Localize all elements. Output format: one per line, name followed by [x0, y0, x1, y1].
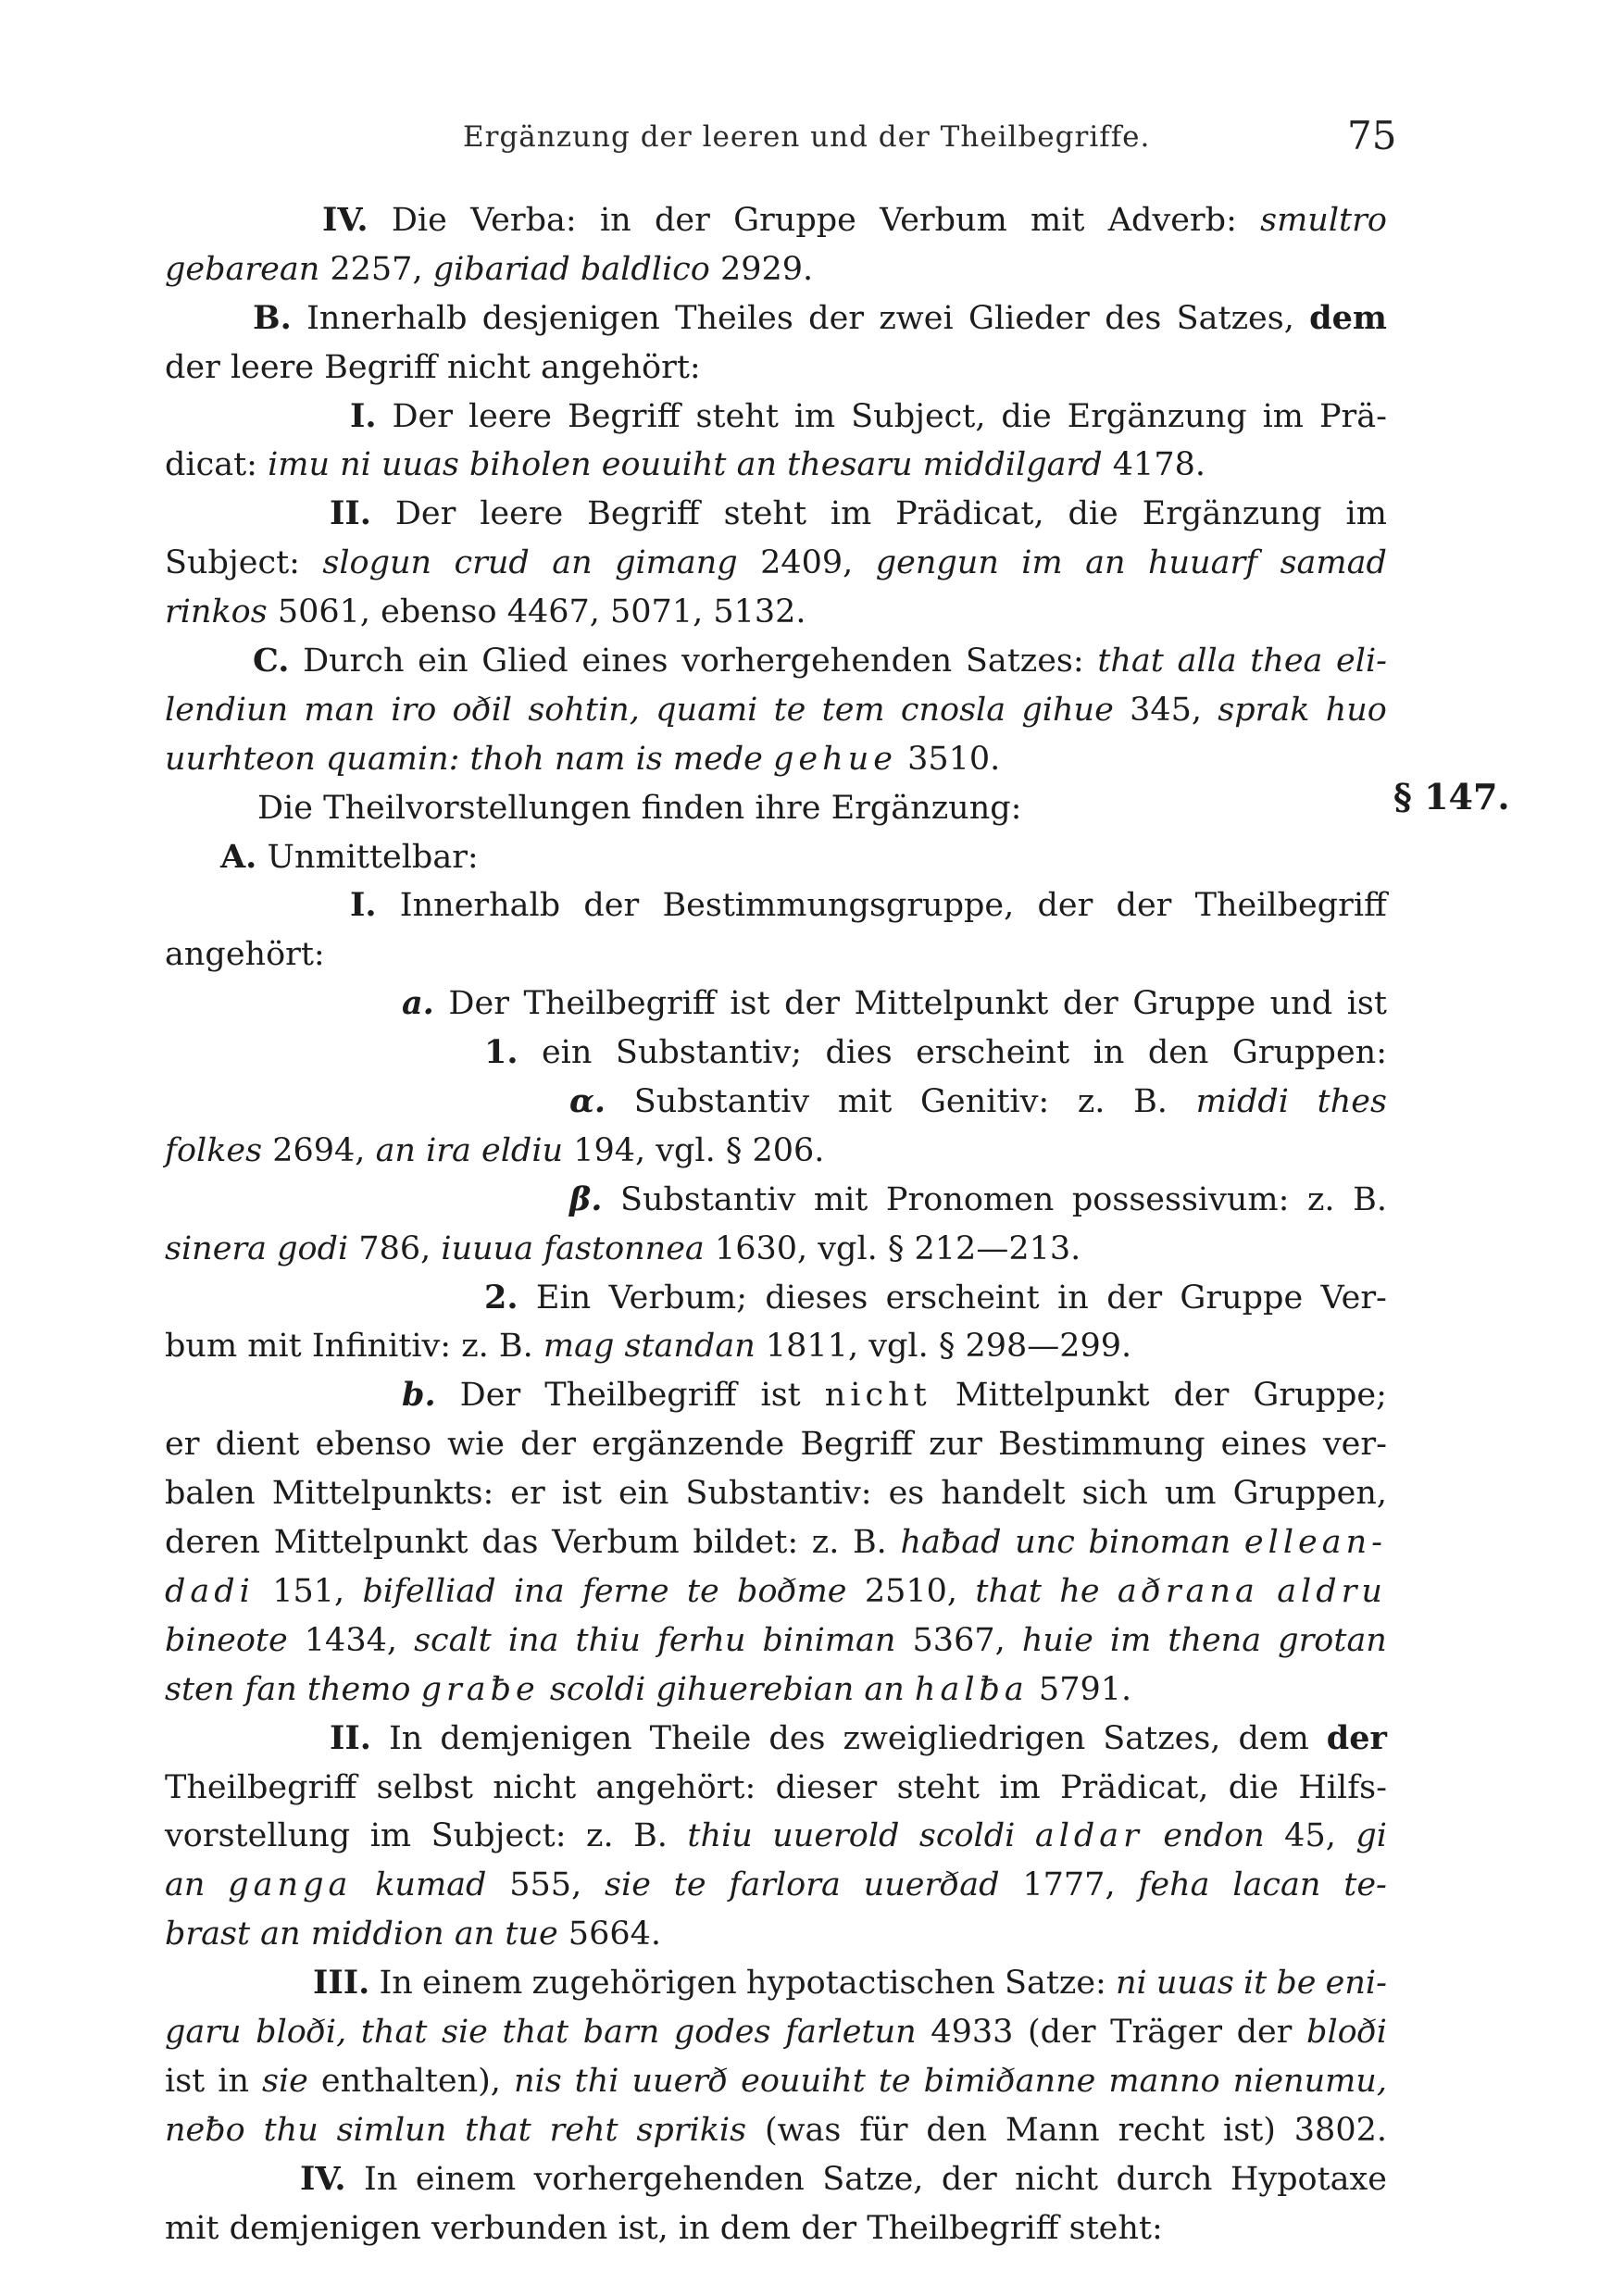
text-line: bum mit Infinitiv: z. B. mag standan 1811, vgl. § 298—299. [165, 1328, 1132, 1366]
margin-section-number: § 147. [1393, 776, 1510, 817]
text-line: dicat: imu ni uuas biholen eouuiht an thesaru middilgard 4178. [165, 446, 1206, 484]
text-line: I. Innerhalb der Bestimmungsgruppe, der der Theilbegriff [350, 886, 1387, 925]
text-line: Subject: slogun crud an gimang 2409, gengun im an huuarf samad [165, 544, 1387, 582]
text-line: mit demjenigen verbunden ist, in dem der Theilbegriff steht: [165, 2209, 1163, 2247]
running-head: Ergänzung der leeren und der Theilbegriffe. [463, 120, 1151, 154]
text-line: deren Mittelpunkt das Verbum bildet: z. B. haƀad unc binoman ellean- [165, 1524, 1387, 1562]
text-line: neƀo thu simlun that reht sprikis (was für den Mann recht ist) 3802. [165, 2111, 1387, 2149]
text-line: balen Mittelpunkts: er ist ein Substantiv: es handelt sich um Gruppen, [165, 1475, 1387, 1513]
text-line: bineote 1434, scalt ina thiu ferhu biniman 5367, huie im thena grotan [165, 1621, 1387, 1659]
text-line: rinkos 5061, ebenso 4467, 5071, 5132. [165, 593, 806, 631]
text-line: A. Unmittelbar: [220, 837, 479, 876]
text-line: folkes 2694, an ira eldiu 194, vgl. § 206. [165, 1131, 825, 1169]
text-line: garu bloði, that sie that barn godes farletun 4933 (der Träger der bloði [165, 2013, 1387, 2051]
body-text [165, 196, 1387, 2252]
text-line: 2. Ein Verbum; dieses erscheint in der Gruppe Ver- [484, 1278, 1387, 1316]
text-line: dadi 151, bifelliad ina ferne te boðme 2510, that he aðrana aldru [165, 1572, 1387, 1610]
text-line: b. Der Theilbegriff ist nicht Mittelpunkt der Gruppe; [402, 1376, 1387, 1415]
text-line: der leere Begriff nicht angehört: [165, 348, 701, 386]
text-line: gebarean 2257, gibariad baldlico 2929. [165, 250, 814, 288]
text-line: C. Durch ein Glied eines vorhergehenden Satzes: that alla thea eli- [253, 642, 1387, 680]
text-line: ist in sie enthalten), nis thi uuerð eouuiht te bimiðanne manno nienumu, [165, 2062, 1387, 2100]
text-line: β. Substantiv mit Pronomen possessivum: z. B. [569, 1179, 1387, 1218]
text-line: an ganga kumad 555, sie te farlora uuerðad 1777, feha lacan te- [165, 1866, 1387, 1904]
text-line: er dient ebenso wie der ergänzende Begriff zur Bestimmung eines ver- [165, 1426, 1387, 1464]
text-line: Theilbegriff selbst nicht angehört: dieser steht im Prädicat, die Hilfs- [165, 1768, 1387, 1806]
page-number: 75 [1347, 113, 1397, 158]
text-line: angehört: [165, 936, 325, 974]
text-line: IV. Die Verba: in der Gruppe Verbum mit Adverb: smultro [322, 201, 1387, 239]
page-header [0, 113, 1624, 167]
text-line: uurhteon quamin: thoh nam is mede gehue 3510. [165, 740, 1001, 778]
text-line: α. Substantiv mit Genitiv: z. B. middi thes [569, 1082, 1387, 1121]
text-line: B. Innerhalb desjenigen Theiles der zwei Glieder des Satzes, dem [253, 298, 1387, 337]
text-line: a. Der Theilbegriff ist der Mittelpunkt der Gruppe und ist [402, 984, 1387, 1023]
text-line: sten fan themo graƀe scoldi gihuerebian an halƀa 5791. [165, 1670, 1132, 1708]
text-line: brast an middion an tue 5664. [165, 1915, 661, 1953]
text-line: IV. In einem vorhergehenden Satze, der nicht durch Hypotaxe [300, 2159, 1387, 2198]
text-line: Die Theilvorstellungen finden ihre Ergänzung: [257, 789, 1022, 827]
text-line: I. Der leere Begriff steht im Subject, die Ergänzung im Prä- [350, 396, 1387, 435]
text-line: III. In einem zugehörigen hypotactischen Satze: ni uuas it be eni- [313, 1964, 1387, 2003]
text-line: II. In demjenigen Theile des zweigliedrigen Satzes, dem der [330, 1718, 1387, 1757]
text-line: II. Der leere Begriff steht im Prädicat, die Ergänzung im [330, 494, 1387, 533]
text-line: 1. ein Substantiv; dies erscheint in den Gruppen: [484, 1033, 1387, 1072]
text-line: lendiun man iro oðil sohtin, quami te tem cnosla gihue 345, sprak huo [165, 691, 1387, 729]
text-line: sinera godi 786, iuuua fastonnea 1630, vgl. § 212—213. [165, 1229, 1081, 1267]
text-line: vorstellung im Subject: z. B. thiu uuerold scoldi aldar endon 45, gi [165, 1817, 1387, 1855]
